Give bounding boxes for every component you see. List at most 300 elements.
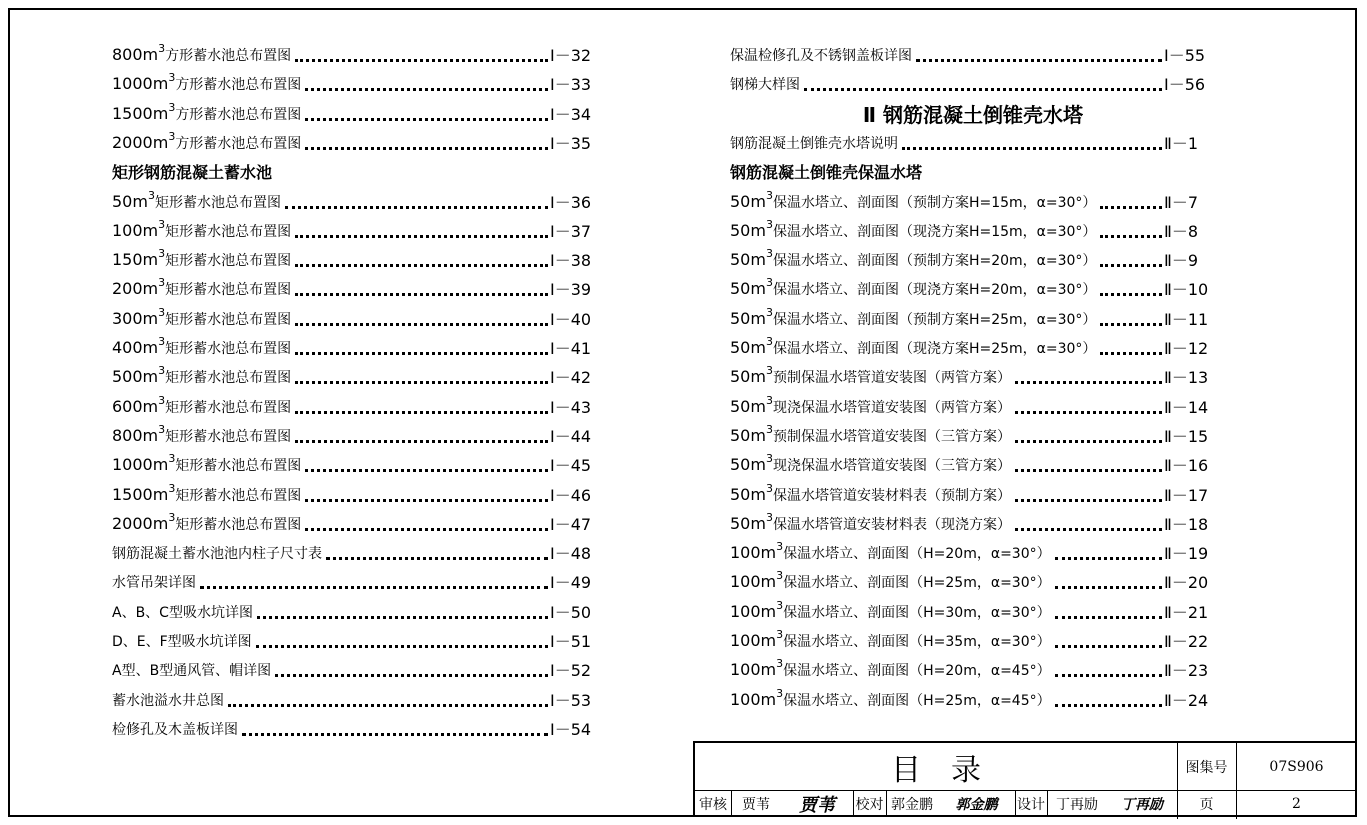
leader-dots	[295, 323, 548, 326]
leader-dots	[295, 59, 548, 62]
capacity-value: 100m	[730, 689, 777, 709]
toc-page-number: Ⅰ－48	[550, 544, 592, 564]
toc-page-number: Ⅱ－17	[1164, 485, 1209, 505]
leader-dots	[295, 381, 548, 384]
toc-entry-title	[730, 540, 1051, 564]
toc-entry-title	[730, 217, 1097, 242]
toc-entry-title	[730, 422, 1011, 447]
entry-text: 保温水塔立、剖面图（H=20m，α=30°）	[783, 546, 1051, 563]
section-heading	[730, 157, 1216, 183]
toc-entry-title	[112, 660, 271, 681]
part-heading-text: Ⅱ 钢筋混凝土倒锥壳水塔	[862, 102, 1084, 127]
unit-exponent: 3	[158, 305, 166, 319]
toc-page-number: Ⅰ－55	[1164, 46, 1206, 65]
entry-text: 钢筋混凝土蓄水池池内柱子尺寸表	[112, 546, 322, 563]
toc-entry	[730, 421, 1216, 447]
leader-dots	[1015, 381, 1162, 384]
toc-entry	[112, 567, 602, 593]
capacity-value: 200m	[112, 279, 159, 299]
leader-dots	[200, 586, 548, 589]
page-number: 2	[1292, 795, 1301, 812]
unit-exponent: 3	[765, 276, 773, 290]
toc-entry-title	[730, 628, 1051, 652]
toc-entry	[112, 714, 602, 740]
entry-text: 保温水塔管道安装材料表（预制方案）	[772, 487, 1011, 504]
toc-entry	[112, 99, 602, 125]
toc-page-number: Ⅰ－34	[550, 104, 592, 124]
toc-entry	[112, 333, 602, 359]
toc-page-number: Ⅱ－14	[1164, 397, 1209, 417]
entry-text: 钢梯大样图	[730, 77, 800, 94]
entry-text: 矩形蓄水池总布置图	[165, 341, 292, 357]
capacity-value: 50m	[730, 484, 766, 504]
unit-exponent: 3	[776, 686, 784, 700]
toc-entry-title	[112, 422, 292, 447]
toc-entry-title	[730, 364, 1011, 388]
toc-entry-title	[112, 335, 292, 359]
toc-entry-title	[112, 452, 302, 476]
toc-entry-title	[112, 247, 292, 271]
capacity-value: 100m	[112, 220, 159, 240]
entry-text: 预制保温水塔管道安装图（三管方案）	[772, 428, 1011, 445]
toc-entry	[112, 392, 602, 418]
leader-dots	[295, 440, 548, 443]
toc-entry	[112, 450, 602, 476]
entry-text: 保温水塔立、剖面图（H=25m，α=30°）	[783, 575, 1051, 592]
toc-page-number: Ⅱ－19	[1164, 544, 1209, 564]
toc-page-number: Ⅰ－44	[550, 426, 592, 446]
entry-text: 保温水塔立、剖面图（H=30m，α=30°）	[783, 604, 1051, 621]
toc-entry	[730, 245, 1216, 271]
entry-text: 矩形蓄水池总布置图	[165, 282, 292, 299]
toc-entry	[730, 362, 1216, 388]
toc-entry	[730, 685, 1216, 711]
toc-entry-title	[112, 276, 292, 300]
toc-entry	[112, 128, 602, 154]
toc-page-number: Ⅰ－50	[550, 602, 592, 622]
toc-entry	[112, 274, 602, 300]
capacity-value: 100m	[730, 572, 777, 592]
entry-text: 保温水塔立、剖面图（H=35m，α=30°）	[783, 634, 1051, 650]
capacity-value: 1000m	[112, 455, 169, 475]
entry-text: 矩形蓄水池总布置图	[154, 194, 281, 211]
toc-entry-title	[112, 188, 281, 213]
page-label: 页	[1199, 796, 1214, 813]
toc-page-number: Ⅰ－40	[550, 309, 592, 329]
toc-entry-title	[112, 129, 302, 154]
leader-dots	[1100, 206, 1162, 209]
toc-page-number: Ⅰ－32	[550, 46, 592, 65]
unit-exponent: 3	[158, 364, 166, 378]
title-block	[693, 741, 1357, 817]
capacity-value: 800m	[112, 45, 159, 64]
unit-exponent: 3	[765, 510, 773, 524]
unit-exponent: 3	[776, 657, 784, 671]
toc-page-number: Ⅱ－21	[1164, 602, 1209, 622]
entry-text: 钢筋混凝土倒锥壳水塔说明	[730, 135, 898, 152]
capacity-value: 50m	[730, 367, 766, 387]
leader-dots	[1055, 674, 1162, 677]
capacity-value: 100m	[730, 660, 777, 680]
capacity-value: 1500m	[112, 103, 169, 123]
capacity-value: 1500m	[112, 484, 169, 504]
heading-text: 矩形钢筋混凝土蓄水池	[112, 163, 273, 183]
toc-entry-title	[112, 100, 302, 125]
leader-dots	[1055, 704, 1162, 707]
leader-dots	[1100, 235, 1162, 238]
toc-entry-title	[112, 364, 292, 388]
toc-page-number: Ⅱ－15	[1164, 426, 1209, 446]
entry-text: A、B、C型吸水坑详图	[112, 604, 253, 621]
toc-entry-title	[112, 602, 253, 623]
capacity-value: 600m	[112, 396, 159, 416]
toc-page-number: Ⅰ－54	[550, 719, 592, 739]
toc-entry-title	[730, 335, 1097, 359]
toc-page-number: Ⅱ－23	[1164, 661, 1209, 681]
toc-entry	[730, 187, 1216, 213]
reviewer-signature: 贾苇	[799, 794, 835, 816]
toc-page-number: Ⅱ－10	[1164, 280, 1209, 300]
leader-dots	[305, 88, 548, 91]
unit-exponent: 3	[765, 422, 773, 436]
entry-text: 保温水塔立、剖面图（预制方案H=15m，α=30°）	[772, 194, 1097, 211]
toc-page-number: Ⅰ－37	[550, 221, 592, 241]
toc-entry	[112, 626, 602, 652]
unit-exponent: 3	[765, 305, 773, 319]
toc-page-number: Ⅰ－36	[550, 192, 592, 212]
leader-dots	[228, 704, 548, 707]
toc-entry-title	[730, 247, 1097, 271]
leader-dots	[1015, 528, 1162, 531]
toc-entry-title	[730, 657, 1051, 681]
entry-text: 保温水塔管道安装材料表（现浇方案）	[772, 516, 1011, 533]
leader-dots	[902, 147, 1162, 150]
section-heading	[112, 157, 602, 183]
checker-name: 郭金鹏	[891, 796, 933, 813]
entry-text: 保温检修孔及不锈钢盖板详图	[730, 48, 912, 64]
toc-entry	[112, 421, 602, 447]
toc-page-number: Ⅱ－16	[1164, 456, 1209, 476]
capacity-value: 2000m	[112, 513, 169, 533]
reviewer-name: 贾苇	[742, 796, 770, 813]
toc-entry	[730, 392, 1216, 418]
capacity-value: 2000m	[112, 132, 169, 152]
entry-text: 矩形蓄水池总布置图	[175, 487, 302, 504]
toc-page-number: Ⅰ－41	[550, 339, 592, 358]
leader-dots	[1015, 469, 1162, 472]
toc-entry	[730, 597, 1216, 623]
entry-text: 蓄水池溢水井总图	[112, 692, 224, 709]
unit-exponent: 3	[168, 510, 176, 524]
toc-entry-title	[730, 188, 1097, 213]
toc-page-number: Ⅰ－53	[550, 690, 592, 710]
toc-page-number: Ⅱ－9	[1164, 251, 1199, 271]
unit-exponent: 3	[776, 569, 784, 583]
unit-exponent: 3	[776, 540, 784, 554]
checker-signature: 郭金鹏	[955, 796, 998, 813]
entry-text: A型、B型通风管、帽详图	[112, 663, 272, 680]
toc-page-number: Ⅰ－56	[1164, 75, 1206, 95]
toc-entry	[730, 304, 1216, 330]
unit-exponent: 3	[158, 42, 166, 55]
atlas-number: 07S906	[1269, 758, 1324, 775]
capacity-value: 50m	[730, 250, 766, 270]
capacity-value: 50m	[112, 191, 148, 211]
unit-exponent: 3	[765, 217, 773, 231]
leader-dots	[305, 147, 548, 150]
toc-entry-title	[112, 543, 322, 564]
leader-dots	[305, 528, 548, 531]
unit-exponent: 3	[765, 335, 773, 348]
toc-entry-title	[112, 393, 292, 418]
capacity-value: 50m	[730, 425, 766, 445]
heading-text: 钢筋混凝土倒锥壳保温水塔	[730, 163, 923, 183]
toc-page-number: Ⅱ－18	[1164, 514, 1209, 534]
unit-exponent: 3	[765, 364, 773, 378]
entry-text: 方形蓄水池总布置图	[165, 48, 292, 64]
leader-dots	[257, 616, 548, 619]
unit-exponent: 3	[168, 71, 176, 85]
entry-text: 预制保温水塔管道安装图（两管方案）	[772, 370, 1011, 387]
unit-exponent: 3	[765, 481, 773, 495]
toc-page-number: Ⅱ－20	[1164, 573, 1209, 593]
capacity-value: 800m	[112, 425, 159, 445]
unit-exponent: 3	[776, 628, 784, 641]
unit-exponent: 3	[158, 276, 166, 290]
toc-page-number: Ⅰ－42	[550, 368, 592, 388]
capacity-value: 500m	[112, 367, 159, 387]
toc-page-number: Ⅱ－24	[1164, 690, 1209, 710]
entry-text: 矩形蓄水池总布置图	[175, 458, 302, 475]
entry-text: 矩形蓄水池总布置图	[175, 516, 302, 533]
entry-text: 现浇保温水塔管道安装图（三管方案）	[772, 458, 1011, 475]
toc-entry-title	[112, 719, 238, 740]
unit-exponent: 3	[765, 188, 773, 202]
leader-dots	[1055, 645, 1162, 648]
toc-entry	[112, 245, 602, 271]
toc-page-number: Ⅱ－8	[1164, 221, 1199, 241]
entry-text: 矩形蓄水池总布置图	[165, 223, 292, 240]
capacity-value: 100m	[730, 631, 777, 650]
unit-exponent: 3	[765, 247, 773, 261]
toc-entry	[730, 509, 1216, 535]
toc-entry	[730, 274, 1216, 300]
toc-entry-title	[112, 305, 292, 330]
toc-entry-title	[112, 71, 302, 95]
capacity-value: 300m	[112, 308, 159, 328]
toc-entry	[112, 538, 602, 564]
leader-dots	[242, 733, 548, 736]
leader-dots	[1015, 440, 1162, 443]
entry-text: 保温水塔立、剖面图（H=25m，α=45°）	[783, 692, 1051, 709]
entry-text: 矩形蓄水池总布置图	[165, 428, 292, 445]
toc-entry-title	[730, 452, 1011, 476]
leader-dots	[295, 293, 548, 296]
unit-exponent: 3	[158, 422, 166, 436]
leader-dots	[1055, 586, 1162, 589]
toc-entry	[730, 450, 1216, 476]
leader-dots	[305, 118, 548, 121]
toc-entry	[730, 216, 1216, 242]
capacity-value: 50m	[730, 279, 766, 299]
unit-exponent: 3	[158, 393, 166, 407]
leader-dots	[295, 352, 548, 355]
toc-page-number: Ⅰ－47	[550, 514, 592, 534]
unit-exponent: 3	[765, 393, 773, 407]
unit-exponent: 3	[168, 452, 176, 466]
capacity-value: 150m	[112, 250, 159, 270]
capacity-value: 50m	[730, 308, 766, 328]
capacity-value: 50m	[730, 513, 766, 533]
toc-entry	[730, 655, 1216, 681]
entry-text: 保温水塔立、剖面图（现浇方案H=15m，α=30°）	[772, 223, 1097, 240]
leader-dots	[305, 499, 548, 502]
toc-entry	[112, 216, 602, 242]
toc-entry	[112, 69, 602, 95]
toc-entry-title	[730, 393, 1011, 418]
toc-entry-title	[112, 217, 292, 242]
entry-text: D、E、F型吸水坑详图	[112, 634, 252, 650]
entry-text: 矩形蓄水池总布置图	[165, 399, 292, 416]
toc-entry-title	[730, 74, 800, 95]
entry-text: 方形蓄水池总布置图	[175, 77, 302, 94]
unit-exponent: 3	[765, 452, 773, 466]
toc-entry	[112, 685, 602, 711]
unit-exponent: 3	[168, 129, 176, 143]
toc-page-number: Ⅱ－1	[1164, 133, 1199, 153]
toc-page-number: Ⅰ－51	[550, 632, 592, 651]
capacity-value: 50m	[730, 396, 766, 416]
atlas-label: 图集号	[1185, 759, 1228, 776]
toc-entry-title	[730, 481, 1011, 506]
capacity-value: 100m	[730, 601, 777, 621]
entry-text: 保温水塔立、剖面图（H=20m，α=45°）	[783, 663, 1051, 680]
capacity-value: 400m	[112, 338, 159, 357]
toc-entry	[112, 655, 602, 681]
toc-entry-title	[112, 510, 302, 535]
toc-entry-title	[730, 510, 1011, 535]
entry-text: 水管吊架详图	[112, 575, 196, 592]
toc-page-number: Ⅰ－35	[550, 133, 592, 153]
leader-dots	[1100, 264, 1162, 267]
toc-entry-title	[730, 305, 1097, 330]
toc-page-number: Ⅱ－12	[1164, 339, 1209, 358]
capacity-value: 1000m	[112, 74, 169, 94]
entry-text: 保温水塔立、剖面图（预制方案H=25m，α=30°）	[772, 311, 1097, 328]
toc-page-number: Ⅰ－38	[550, 251, 592, 271]
toc-page-number: Ⅰ－49	[550, 573, 592, 593]
toc-page-number: Ⅱ－7	[1164, 192, 1199, 212]
unit-exponent: 3	[168, 481, 176, 495]
unit-exponent: 3	[147, 188, 155, 202]
unit-exponent: 3	[168, 100, 176, 114]
entry-text: 检修孔及木盖板详图	[112, 721, 238, 738]
unit-exponent: 3	[776, 598, 784, 612]
toc-entry-title	[730, 598, 1051, 623]
toc-entry-title	[112, 42, 292, 66]
toc-entry	[730, 538, 1216, 564]
toc-entry	[112, 187, 602, 213]
leader-dots	[285, 206, 548, 209]
capacity-value: 100m	[730, 543, 777, 563]
entry-text: 现浇保温水塔管道安装图（两管方案）	[772, 399, 1011, 416]
toc-entry	[112, 597, 602, 623]
leader-dots	[1100, 323, 1162, 326]
toc-page-number: Ⅰ－52	[550, 661, 592, 681]
leader-dots	[305, 469, 548, 472]
leader-dots	[1055, 616, 1162, 619]
designer-name: 丁再励	[1056, 796, 1098, 813]
part-heading	[730, 99, 1216, 125]
toc-entry	[112, 509, 602, 535]
entry-text: 方形蓄水池总布置图	[175, 106, 302, 123]
toc-entry	[730, 567, 1216, 593]
leader-dots	[1055, 557, 1162, 560]
design-label: 设计	[1017, 796, 1045, 813]
toc-page-number: Ⅰ－39	[550, 280, 592, 300]
leader-dots	[804, 88, 1162, 91]
leader-dots	[295, 264, 548, 267]
capacity-value: 50m	[730, 455, 766, 475]
entry-text: 矩形蓄水池总布置图	[165, 311, 292, 328]
leader-dots	[256, 645, 548, 648]
leader-dots	[1100, 293, 1162, 296]
review-label: 审核	[699, 796, 727, 813]
toc-entry	[730, 128, 1216, 154]
leader-dots	[326, 557, 548, 560]
designer-signature: 丁再励	[1121, 796, 1163, 813]
capacity-value: 50m	[730, 220, 766, 240]
toc-entry	[730, 69, 1216, 95]
toc-entry-title	[112, 631, 252, 652]
toc-entry	[112, 304, 602, 330]
toc-entry-title	[112, 572, 196, 593]
leader-dots	[295, 411, 548, 414]
toc-entry-title	[730, 569, 1051, 593]
leader-dots	[1015, 499, 1162, 502]
toc-entry	[730, 333, 1216, 359]
leader-dots	[1100, 352, 1162, 355]
entry-text: 方形蓄水池总布置图	[175, 135, 302, 152]
toc-entry	[730, 40, 1216, 66]
toc-entry-title	[730, 686, 1051, 711]
toc-entry-title	[730, 276, 1097, 300]
toc-page-number: Ⅱ－22	[1164, 632, 1209, 651]
toc-page-number: Ⅰ－45	[550, 456, 592, 476]
unit-exponent: 3	[158, 335, 166, 348]
toc-entry	[730, 626, 1216, 652]
toc-entry-title	[730, 45, 912, 66]
entry-text: 矩形蓄水池总布置图	[165, 370, 292, 387]
capacity-value: 50m	[730, 338, 766, 357]
toc-page-number: Ⅱ－11	[1164, 309, 1209, 329]
toc-entry	[730, 480, 1216, 506]
check-label: 校对	[855, 796, 884, 813]
toc-page-number: Ⅰ－43	[550, 397, 592, 417]
toc-entry-title	[112, 481, 302, 506]
leader-dots	[295, 235, 548, 238]
leader-dots	[1015, 411, 1162, 414]
sheet-title: 目录	[891, 752, 1011, 788]
entry-text: 矩形蓄水池总布置图	[165, 253, 292, 270]
capacity-value: 50m	[730, 191, 766, 211]
entry-text: 保温水塔立、剖面图（预制方案H=20m，α=30°）	[772, 253, 1097, 270]
toc-entry	[112, 480, 602, 506]
leader-dots	[275, 674, 548, 677]
toc-entry-title	[112, 690, 224, 711]
entry-text: 保温水塔立、剖面图（现浇方案H=25m，α=30°）	[772, 341, 1097, 357]
toc-entry	[112, 362, 602, 388]
